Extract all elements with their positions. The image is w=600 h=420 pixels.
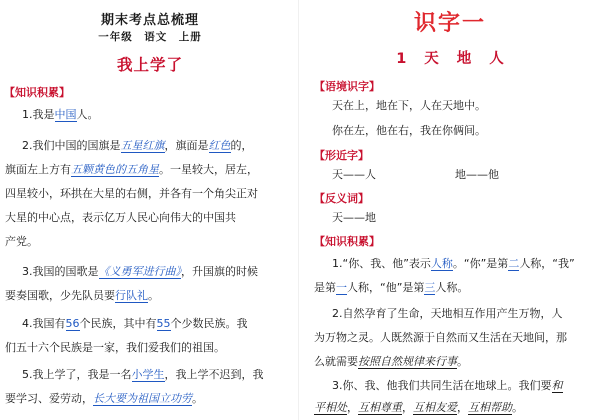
section-similar-chars: 【形近字】 xyxy=(314,149,369,162)
text: 要奏国歌，少先队员要 xyxy=(5,289,115,302)
answer-underline: 56 xyxy=(65,317,80,330)
text: 么就需要 xyxy=(314,355,358,368)
left-item-2-line3: 四星较小，环拱在大星的右侧，并各有一个角尖正对 xyxy=(5,187,258,200)
text: 我上学了，我是一名 xyxy=(32,368,132,381)
similar-pair-2: 地——他 xyxy=(455,168,499,181)
left-item-2-line5: 产党。 xyxy=(5,235,38,248)
answer-underline: 行队礼 xyxy=(115,289,148,302)
text: 旗面左上方有 xyxy=(5,163,71,176)
answer-underline: 互相尊重 xyxy=(358,401,402,414)
section-antonyms: 【反义词】 xyxy=(314,192,369,205)
left-item-4-line2: 们五十六个民族是一家，我们爱我们的祖国。 xyxy=(5,341,225,354)
answer-underline: 长大要为祖国立功劳 xyxy=(93,392,192,405)
text: 要学习、爱劳动， xyxy=(5,392,93,405)
lesson-title-left: 我上学了 xyxy=(116,56,183,74)
lesson-title-right xyxy=(300,47,600,68)
answer-underline: 五颗黄色的五角星 xyxy=(71,163,159,176)
text: 。 xyxy=(148,289,159,302)
item-number: 5. xyxy=(22,368,33,381)
item-number: 1. xyxy=(22,108,33,121)
text: 。“你”是第 xyxy=(452,257,509,270)
section-context: 【语境识字】 xyxy=(314,80,380,93)
text: 个少数民族。我 xyxy=(170,317,248,330)
text: 我是 xyxy=(32,108,55,121)
left-item-2-line4: 大星的中心点，表示亿万人民心向伟大的中国共 xyxy=(5,211,236,224)
antonym-pair-1: 天——地 xyxy=(332,211,376,224)
answer-underline: 一 xyxy=(336,281,347,294)
answer-underline: 五星红旗 xyxy=(120,139,165,152)
item-number: 2. xyxy=(332,307,343,320)
answer-underline: 人称 xyxy=(430,257,453,270)
text: 人称，“我” xyxy=(519,257,575,270)
text: ， xyxy=(402,401,413,414)
item-number: 3. xyxy=(22,265,33,278)
right-item-2-line2: 为万物之灵。人既然源于自然而又生活在天地间，那 xyxy=(314,331,567,344)
answer-underline: 按照自然规律来行事 xyxy=(358,355,457,368)
text: 是第 xyxy=(314,281,336,294)
text: 人称。 xyxy=(435,281,469,294)
left-item-2 xyxy=(22,134,253,158)
left-item-5-line2 xyxy=(5,387,203,411)
text: 。 xyxy=(457,355,468,368)
item-number: 4. xyxy=(22,317,33,330)
answer-underline: 和 xyxy=(551,379,563,392)
right-item-3-line2 xyxy=(314,396,523,420)
answer-underline: 《义勇军进行曲》 xyxy=(98,265,181,278)
text: ，升国旗的时候 xyxy=(181,265,258,278)
text: 你、我、他我们共同生活在地球上。我们要 xyxy=(342,379,552,392)
right-item-1 xyxy=(332,252,575,276)
answer-underline: 小学生 xyxy=(131,368,165,381)
text: ， xyxy=(347,401,358,414)
answer-underline: 互相友爱 xyxy=(413,401,457,414)
text: 我国的国歌是 xyxy=(32,265,99,278)
lesson-char-1: 天 xyxy=(424,51,439,67)
left-item-4 xyxy=(22,312,248,336)
text: 我们中国的国旗是 xyxy=(32,139,121,152)
answer-underline: 二 xyxy=(508,257,520,270)
lesson-char-3: 人 xyxy=(489,51,504,67)
context-line-1: 天在上，地在下，人在天地中。 xyxy=(332,99,486,112)
answer-underline: 互相帮助 xyxy=(468,401,512,414)
section-knowledge-left: 【知识积累】 xyxy=(4,86,70,99)
left-item-2-line2 xyxy=(5,158,258,182)
answer-underline: 红色 xyxy=(208,139,231,152)
lesson-char-2: 地 xyxy=(456,51,472,67)
text: 。 xyxy=(192,392,203,405)
lesson-number: 1 xyxy=(396,51,407,67)
answer-underline: 55 xyxy=(156,317,171,330)
unit-title: 识字一 xyxy=(413,11,486,36)
right-item-3 xyxy=(332,374,563,398)
left-item-3 xyxy=(22,260,258,284)
answer-underline: 中国 xyxy=(54,108,77,121)
text: 人称，“他”是第 xyxy=(347,281,425,294)
doc-title: 期末考点总梳理 xyxy=(100,13,199,28)
item-number: 2. xyxy=(22,139,33,152)
answer-underline: 三 xyxy=(424,281,436,294)
column-divider xyxy=(298,0,299,420)
text: 。 xyxy=(512,401,523,414)
right-item-2 xyxy=(332,302,563,326)
doc-subtitle: 一年级 语文 上册 xyxy=(98,31,202,43)
item-number: 3. xyxy=(332,379,343,392)
text: 的， xyxy=(230,139,253,152)
context-line-2: 你在左，他在右，我在你俩间。 xyxy=(332,124,486,137)
similar-pair-1: 天——人 xyxy=(332,168,376,181)
answer-underline: 平相处 xyxy=(314,401,347,414)
left-item-3-line2 xyxy=(5,284,159,308)
text: 自然孕育了生命，天地相互作用产生万物，人 xyxy=(342,307,563,320)
section-knowledge-right: 【知识积累】 xyxy=(314,235,380,248)
text: “你、我、他”表示 xyxy=(342,257,431,270)
right-item-1-line2 xyxy=(314,276,468,300)
text: ，我上学不迟到，我 xyxy=(164,368,264,381)
left-item-1 xyxy=(22,103,99,127)
text: 我国有 xyxy=(32,317,66,330)
text: 人。 xyxy=(76,108,99,121)
left-item-5 xyxy=(22,363,264,387)
text: 个民族，其中有 xyxy=(79,317,157,330)
text: ，旗面是 xyxy=(164,139,209,152)
text: 。一星较大，居左， xyxy=(159,163,258,176)
text: ， xyxy=(457,401,468,414)
right-item-2-line3 xyxy=(314,350,468,374)
item-number: 1. xyxy=(332,257,343,270)
